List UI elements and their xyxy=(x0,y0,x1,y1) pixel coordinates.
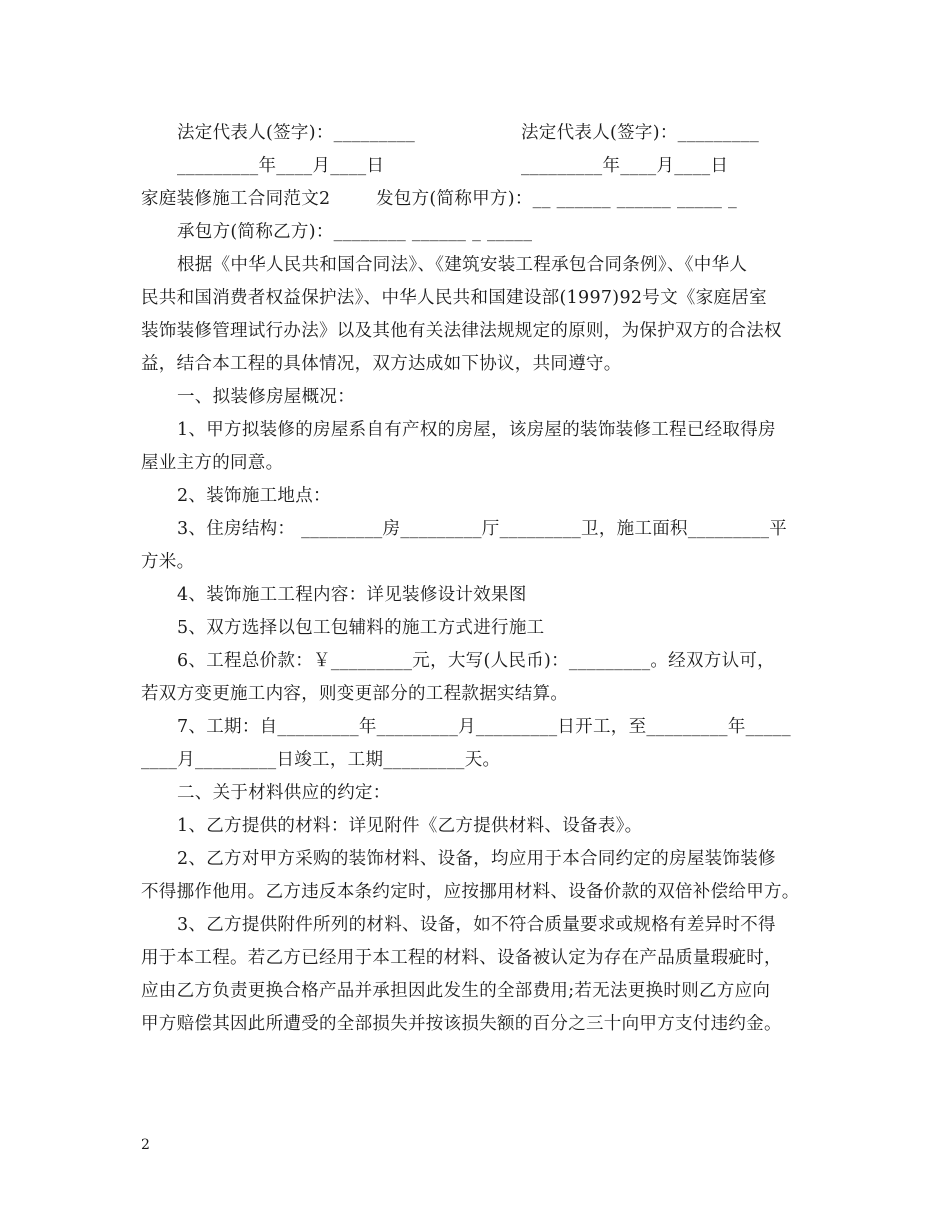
body-line: 根据《中华人民共和国合同法》、《建筑安装工程承包合同条例》、《中华人 xyxy=(177,255,748,275)
body-line: 用于本工程。若乙方已经用于本工程的材料、设备被认定为存在产品质量瑕疵时， xyxy=(141,948,782,968)
body-line: 3、住房结构： _________房_________厅_________卫，施工面积_________平 xyxy=(177,519,788,539)
signature-right-rep: 法定代表人(签字)：_________ xyxy=(521,123,760,143)
body-line: 2、乙方对甲方采购的装饰材料、设备，均应用于本合同约定的房屋装饰装修 xyxy=(177,849,776,869)
body-line: 3、乙方提供附件所列的材料、设备，如不符合质量要求或规格有差异时不得 xyxy=(177,915,776,935)
body-line: 6、工程总价款：￥_________元，大写(人民币)：_________。经双方认可， xyxy=(177,651,775,671)
signature-left-date: _________年____月____日 xyxy=(177,156,385,176)
body-line: 甲方赔偿其因此所遭受的全部损失并按该损失额的百分之三十向甲方支付违约金。 xyxy=(141,1014,782,1034)
body-line: 方米。 xyxy=(141,552,195,572)
body-line: 不得挪作他用。乙方违反本条约定时，应按挪用材料、设备价款的双倍补偿给甲方。 xyxy=(141,882,800,902)
body-line: 2、装饰施工地点： xyxy=(177,486,331,506)
body-line: 益，结合本工程的具体情况，双方达成如下协议，共同遵守。 xyxy=(141,354,622,374)
body-line: ____月_________日竣工，工期_________天。 xyxy=(141,750,501,770)
body-line: 若双方变更施工内容，则变更部分的工程款据实结算。 xyxy=(141,684,569,704)
section-heading: 二、关于材料供应的约定： xyxy=(177,783,391,803)
body-line: 装饰装修管理试行办法》以及其他有关法律法规规定的原则，为保护双方的合法权 xyxy=(141,321,782,341)
body-line: 5、双方选择以包工包辅料的施工方式进行施工 xyxy=(177,618,545,638)
page-number: 2 xyxy=(141,1137,150,1153)
party-b-line: 承包方(简称乙方)：________ ______ _ _____ xyxy=(177,222,533,242)
body-line: 7、工期：自_________年_________月_________日开工，至_________年_____ xyxy=(177,717,791,737)
signature-right-date: _________年____月____日 xyxy=(521,156,729,176)
section-heading: 一、拟装修房屋概况： xyxy=(177,387,355,407)
body-line: 4、装饰施工工程内容：详见装修设计效果图 xyxy=(177,585,527,605)
signature-left-rep: 法定代表人(签字)：_________ xyxy=(177,123,416,143)
body-line: 1、乙方提供的材料：详见附件《乙方提供材料、设备表》。 xyxy=(177,816,643,836)
contract-title: 家庭装修施工合同范文2 xyxy=(141,189,331,209)
body-line: 民共和国消费者权益保护法》、中华人民共和国建设部(1997)92号文《家庭居室 xyxy=(141,288,767,308)
body-line: 1、甲方拟装修的房屋系自有产权的房屋，该房屋的装饰装修工程已经取得房 xyxy=(177,420,776,440)
body-line: 屋业主方的同意。 xyxy=(141,453,284,473)
body-line: 应由乙方负责更换合格产品并承担因此发生的全部费用;若无法更换时则乙方应向 xyxy=(141,981,771,1001)
party-a-line: 发包方(简称甲方)：__ ______ ______ _____ _ xyxy=(376,189,738,209)
